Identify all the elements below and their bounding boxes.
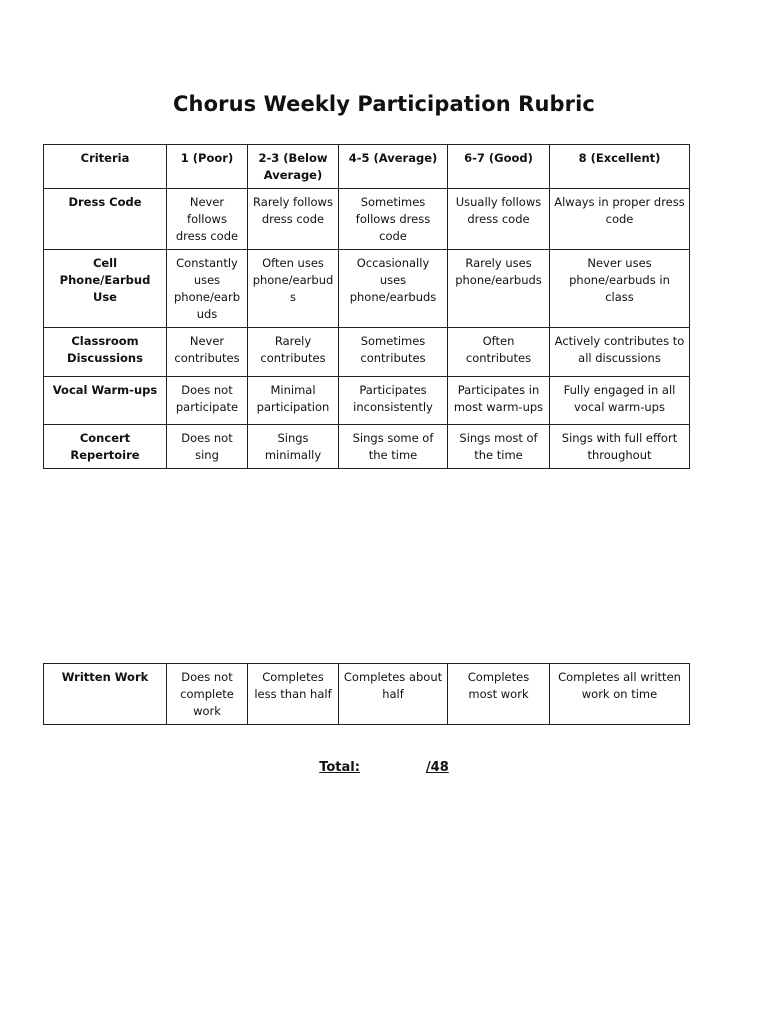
header-score-1: 1 (Poor) xyxy=(167,145,248,189)
total-blank xyxy=(360,760,426,775)
rubric-cell: Never uses phone/earbuds in class xyxy=(550,250,690,328)
criteria-label: Classroom Discussions xyxy=(44,328,167,377)
table-row xyxy=(44,189,690,250)
rubric-cell: Never follows dress code xyxy=(167,189,248,250)
rubric-cell: Never contributes xyxy=(167,328,248,377)
rubric-cell: Completes less than half xyxy=(248,664,339,725)
rubric-cell: Rarely follows dress code xyxy=(248,189,339,250)
rubric-cell: Sings with full effort throughout xyxy=(550,425,690,469)
table-row xyxy=(44,377,690,425)
rubric-cell: Often contributes xyxy=(448,328,550,377)
table-row xyxy=(44,664,690,725)
rubric-cell: Usually follows dress code xyxy=(448,189,550,250)
rubric-cell: Does not participate xyxy=(167,377,248,425)
rubric-cell: Minimal participation xyxy=(248,377,339,425)
header-score-2-3: 2-3 (Below Average) xyxy=(248,145,339,189)
table-row xyxy=(44,425,690,469)
rubric-cell: Always in proper dress code xyxy=(550,189,690,250)
rubric-cell: Sings most of the time xyxy=(448,425,550,469)
rubric-cell: Sings minimally xyxy=(248,425,339,469)
table-row xyxy=(44,250,690,328)
rubric-cell: Does not complete work xyxy=(167,664,248,725)
rubric-cell: Sometimes follows dress code xyxy=(339,189,448,250)
total-label: Total: xyxy=(319,760,360,775)
rubric-cell: Fully engaged in all vocal warm-ups xyxy=(550,377,690,425)
criteria-label: Cell Phone/Earbud Use xyxy=(44,250,167,328)
header-criteria: Criteria xyxy=(44,145,167,189)
rubric-cell: Rarely uses phone/earbuds xyxy=(448,250,550,328)
table-row xyxy=(44,328,690,377)
rubric-cell: Completes about half xyxy=(339,664,448,725)
header-score-8: 8 (Excellent) xyxy=(550,145,690,189)
header-row xyxy=(44,145,690,189)
header-score-6-7: 6-7 (Good) xyxy=(448,145,550,189)
total-line xyxy=(319,760,449,775)
header-score-4-5: 4-5 (Average) xyxy=(339,145,448,189)
written-work-table xyxy=(43,663,690,725)
rubric-cell: Constantly uses phone/earbuds xyxy=(167,250,248,328)
rubric-cell: Sings some of the time xyxy=(339,425,448,469)
rubric-cell: Often uses phone/earbuds xyxy=(248,250,339,328)
rubric-cell: Sometimes contributes xyxy=(339,328,448,377)
rubric-cell: Does not sing xyxy=(167,425,248,469)
rubric-cell: Rarely contributes xyxy=(248,328,339,377)
criteria-label: Dress Code xyxy=(44,189,167,250)
criteria-label: Concert Repertoire xyxy=(44,425,167,469)
rubric-cell: Completes most work xyxy=(448,664,550,725)
rubric-cell: Occasionally uses phone/earbuds xyxy=(339,250,448,328)
criteria-label: Vocal Warm-ups xyxy=(44,377,167,425)
rubric-cell: Completes all written work on time xyxy=(550,664,690,725)
total-score xyxy=(0,760,768,775)
page-title: Chorus Weekly Participation Rubric xyxy=(173,92,595,116)
rubric-cell: Actively contributes to all discussions xyxy=(550,328,690,377)
rubric-table xyxy=(43,144,690,469)
rubric-cell: Participates in most warm-ups xyxy=(448,377,550,425)
criteria-label: Written Work xyxy=(44,664,167,725)
total-max: /48 xyxy=(425,760,449,775)
rubric-cell: Participates inconsistently xyxy=(339,377,448,425)
